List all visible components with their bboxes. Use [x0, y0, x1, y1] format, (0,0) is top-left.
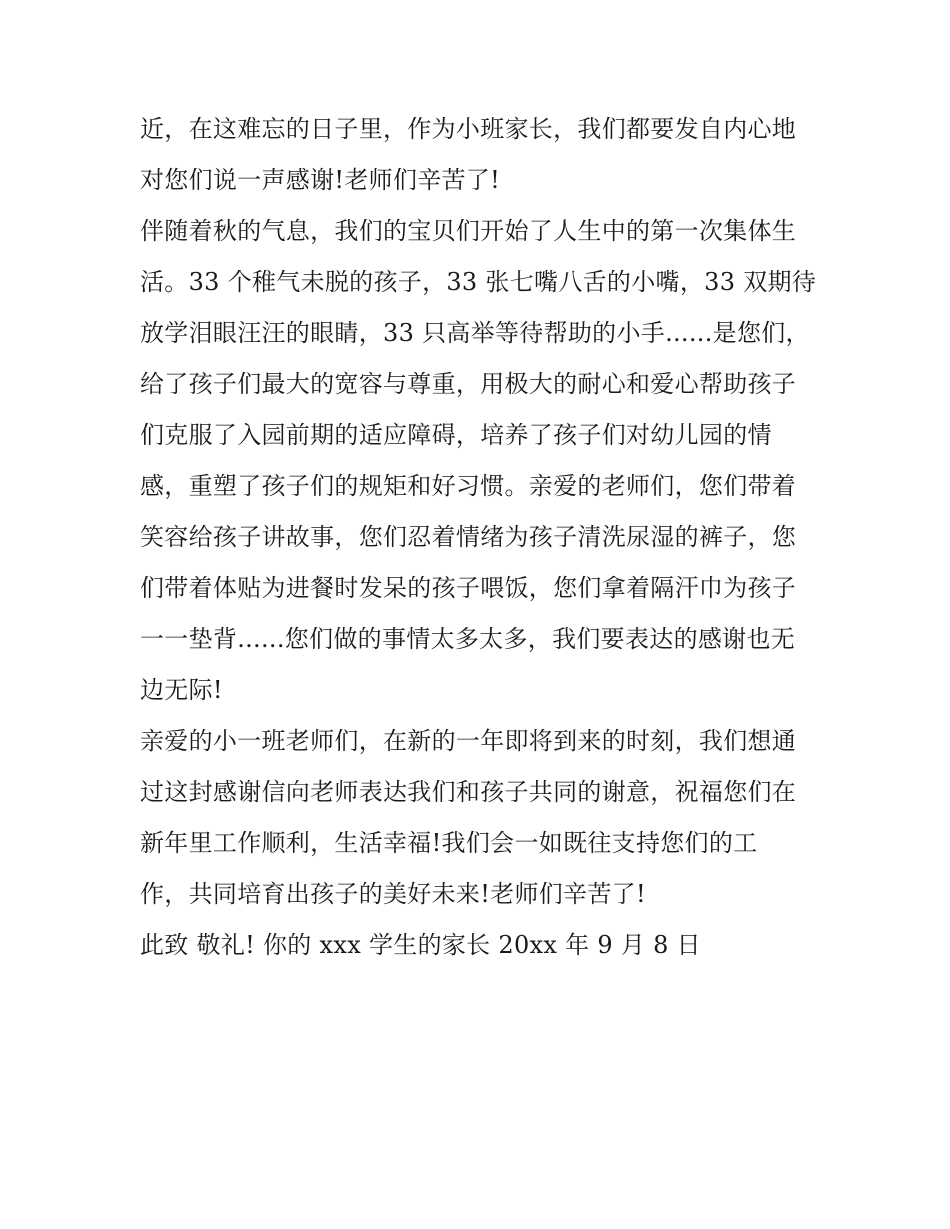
text-line-10: 们带着体贴为进餐时发呆的孩子喂饭，您们拿着隔汗巾为孩子: [140, 574, 797, 602]
signature-line: 此致 敬礼! 你的 xxx 学生的家长 20xx 年 9 月 8 日: [140, 931, 701, 959]
text-line-15: 新年里工作顺利，生活幸福!我们会一如既往支持您们的工: [140, 829, 758, 857]
text-line-12: 边无际!: [140, 676, 223, 704]
text-line-13: 亲爱的小一班老师们，在新的一年即将到来的时刻，我们想通: [140, 727, 797, 755]
text-line-7: 们克服了入园前期的适应障碍，培养了孩子们对幼儿园的情: [140, 421, 772, 449]
text-line-2: 对您们说一声感谢!老师们辛苦了!: [140, 166, 501, 194]
text-line-14: 过这封感谢信向老师表达我们和孩子共同的谢意，祝福您们在: [140, 778, 797, 806]
text-line-8: 感，重塑了孩子们的规矩和好习惯。亲爱的老师们，您们带着: [140, 472, 797, 500]
text-line-4: 活。33 个稚气未脱的孩子，33 张七嘴八舌的小嘴，33 双期待: [140, 268, 817, 296]
text-line-9: 笑容给孩子讲故事，您们忍着情绪为孩子清洗尿湿的裤子，您: [140, 523, 797, 551]
letter-body: [140, 104, 820, 971]
text-line-1: 近，在这难忘的日子里，作为小班家长，我们都要发自内心地: [140, 115, 797, 143]
text-line-6: 给了孩子们最大的宽容与尊重，用极大的耐心和爱心帮助孩子: [140, 370, 797, 398]
text-line-16: 作，共同培育出孩子的美好未来!老师们辛苦了!: [140, 880, 646, 908]
text-line-5: 放学泪眼汪汪的眼睛，33 只高举等待帮助的小手......是您们，: [140, 319, 810, 347]
text-line-3: 伴随着秋的气息，我们的宝贝们开始了人生中的第一次集体生: [140, 217, 797, 245]
text-line-11: 一一垫背......您们做的事情太多太多，我们要表达的感谢也无: [140, 625, 796, 653]
